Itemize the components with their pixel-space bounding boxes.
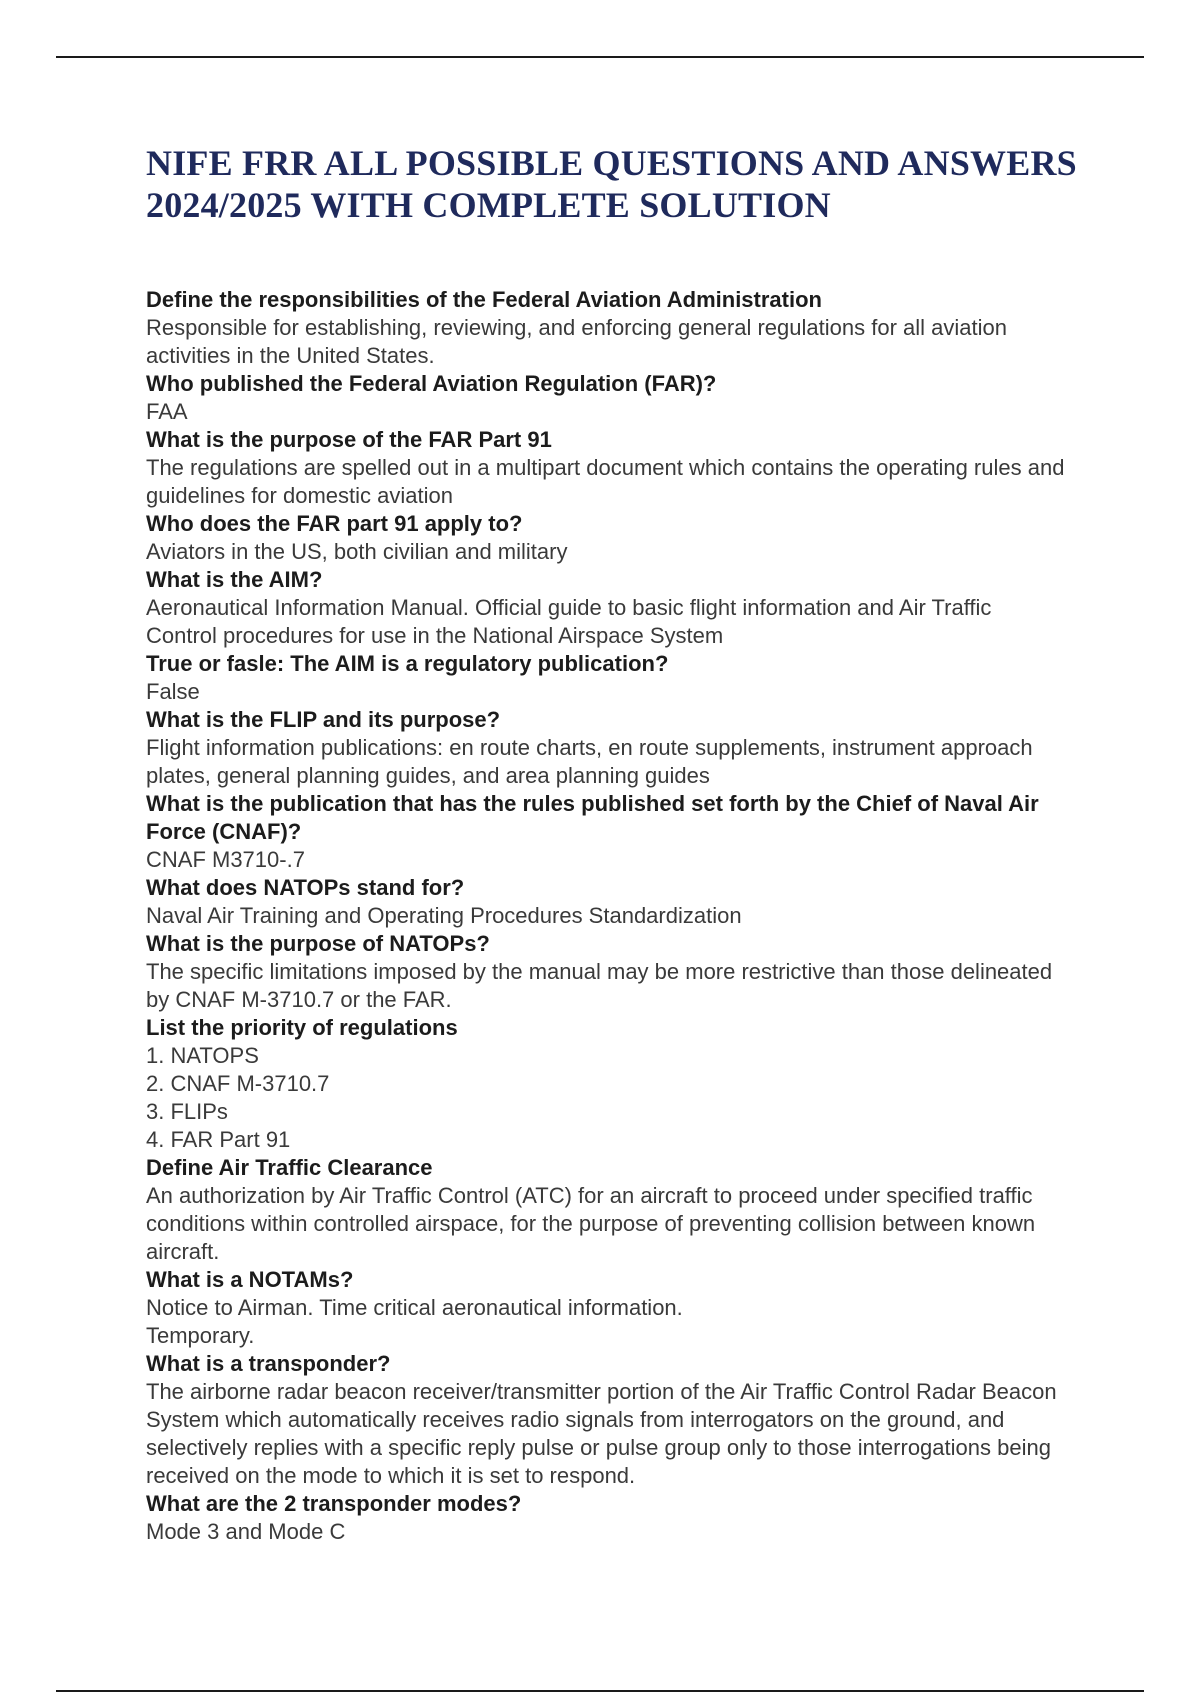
answer-line: Aeronautical Information Manual. Official guide to basic flight information and Air Traffic Control procedures for use in the National Airspace System <box>146 595 992 648</box>
answer-line: 3. FLIPs <box>146 1099 228 1124</box>
question-text: True or fasle: The AIM is a regulatory publication? <box>146 651 669 676</box>
question-text: What is the purpose of NATOPs? <box>146 931 490 956</box>
answer-line: 2. CNAF M-3710.7 <box>146 1071 330 1096</box>
question-text: List the priority of regulations <box>146 1015 458 1040</box>
qa-item <box>146 370 1066 426</box>
qa-item <box>146 1266 1066 1350</box>
answer-line: The airborne radar beacon receiver/transmitter portion of the Air Traffic Control Radar Beacon System which automatically receives radio signals from interrogators on the ground, and selectively replies with a specific reply pulse or pulse group only to those interrogations being received on the mode to which it is set to respond. <box>146 1379 1057 1488</box>
answer-text <box>146 1378 1066 1490</box>
answer-text <box>146 1518 1066 1546</box>
question-text: Who published the Federal Aviation Regulation (FAR)? <box>146 371 717 396</box>
answer-line: CNAF M3710-.7 <box>146 847 305 872</box>
answer-text <box>146 1182 1066 1266</box>
answer-line: Flight information publications: en route charts, en route supplements, instrument approach plates, general planning guides, and area planning guides <box>146 735 1033 788</box>
qa-item <box>146 426 1066 510</box>
answer-line: 4. FAR Part 91 <box>146 1127 291 1152</box>
qa-item <box>146 790 1066 874</box>
qa-item <box>146 930 1066 1014</box>
question-text: Define the responsibilities of the Federal Aviation Administration <box>146 287 822 312</box>
qa-item <box>146 1154 1066 1266</box>
answer-text <box>146 538 1066 566</box>
answer-text <box>146 1042 1066 1154</box>
answer-line: Mode 3 and Mode C <box>146 1519 346 1544</box>
answer-text <box>146 454 1066 510</box>
question-text: What is the purpose of the FAR Part 91 <box>146 427 552 452</box>
answer-line: Aviators in the US, both civilian and military <box>146 539 568 564</box>
qa-list <box>146 286 1066 1546</box>
answer-line: The specific limitations imposed by the manual may be more restrictive than those delineated by CNAF M-3710.7 or the FAR. <box>146 959 1053 1012</box>
question-text: What is the publication that has the rules published set forth by the Chief of Naval Air Force (CNAF)? <box>146 791 1039 844</box>
question-text: What does NATOPs stand for? <box>146 875 465 900</box>
bottom-divider <box>56 1690 1144 1692</box>
top-divider <box>56 56 1144 58</box>
answer-text <box>146 398 1066 426</box>
qa-item <box>146 1490 1066 1546</box>
answer-line: False <box>146 679 200 704</box>
qa-item <box>146 566 1066 650</box>
answer-line: Notice to Airman. Time critical aeronautical information. <box>146 1295 683 1320</box>
answer-text <box>146 734 1066 790</box>
answer-line: FAA <box>146 399 188 424</box>
answer-text <box>146 958 1066 1014</box>
question-text: What are the 2 transponder modes? <box>146 1491 522 1516</box>
answer-line: The regulations are spelled out in a multipart document which contains the operating rules and guidelines for domestic aviation <box>146 455 1065 508</box>
question-text: What is the AIM? <box>146 567 323 592</box>
question-text: What is a NOTAMs? <box>146 1267 354 1292</box>
question-text: Define Air Traffic Clearance <box>146 1155 433 1180</box>
answer-text <box>146 1294 1066 1350</box>
qa-item <box>146 650 1066 706</box>
question-text: What is the FLIP and its purpose? <box>146 707 501 732</box>
qa-item <box>146 706 1066 790</box>
qa-item <box>146 1350 1066 1490</box>
question-text: What is a transponder? <box>146 1351 391 1376</box>
answer-line: 1. NATOPS <box>146 1043 259 1068</box>
answer-text <box>146 594 1066 650</box>
answer-line: Responsible for establishing, reviewing, and enforcing general regulations for all aviation activities in the United States. <box>146 315 1007 368</box>
question-text: Who does the FAR part 91 apply to? <box>146 511 523 536</box>
qa-item <box>146 874 1066 930</box>
qa-item <box>146 1014 1066 1154</box>
answer-line: Naval Air Training and Operating Procedures Standardization <box>146 903 742 928</box>
qa-item <box>146 510 1066 566</box>
answer-text <box>146 902 1066 930</box>
answer-line: Temporary. <box>146 1323 255 1348</box>
document-title: NIFE FRR ALL POSSIBLE QUESTIONS AND ANSWERS 2024/2025 WITH COMPLETE SOLUTION <box>146 143 1077 225</box>
answer-line: An authorization by Air Traffic Control (ATC) for an aircraft to proceed under specified traffic conditions within controlled airspace, for the purpose of preventing collision between known aircraft. <box>146 1183 1036 1264</box>
qa-item <box>146 286 1066 370</box>
answer-text <box>146 846 1066 874</box>
answer-text <box>146 314 1066 370</box>
answer-text <box>146 678 1066 706</box>
